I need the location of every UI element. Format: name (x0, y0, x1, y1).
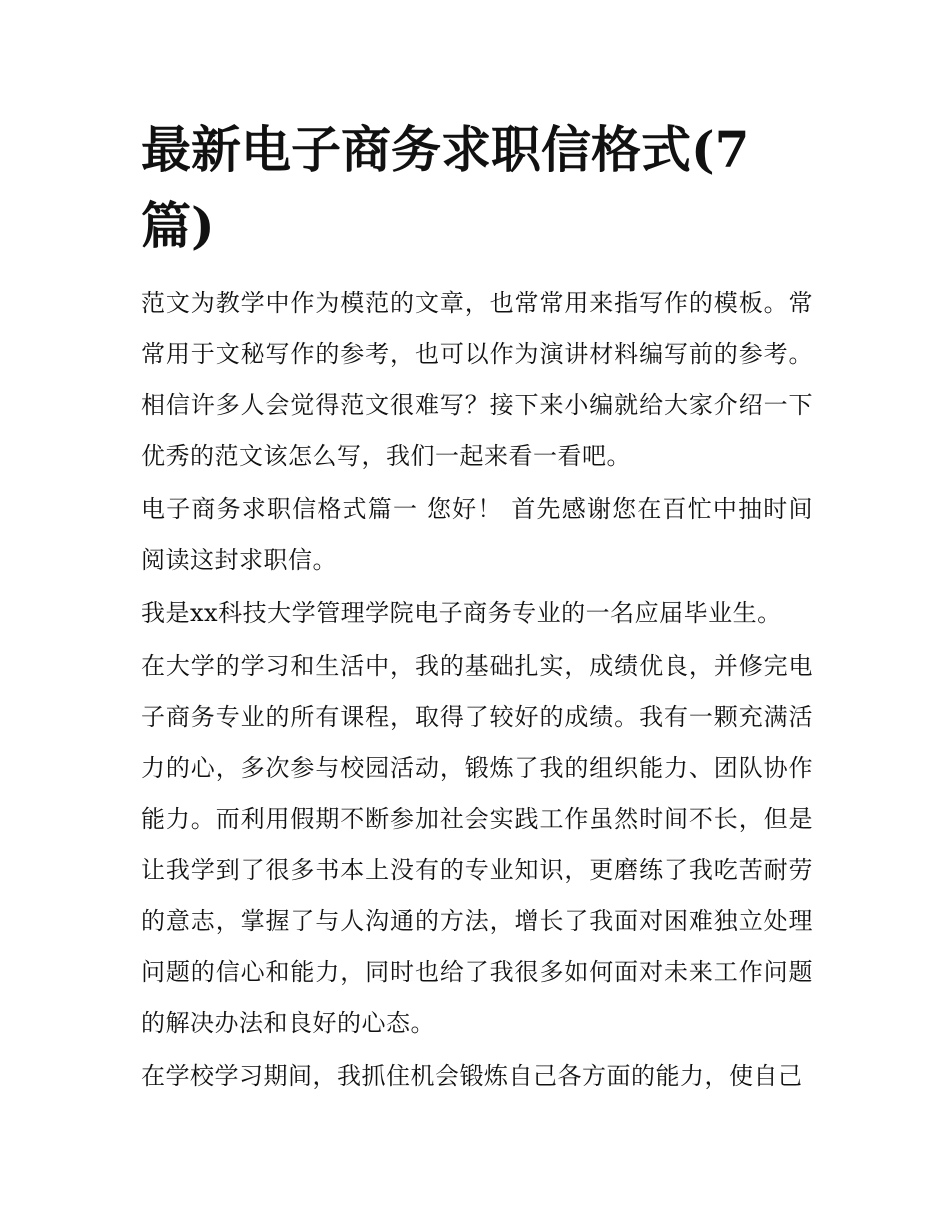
paragraph-university-life: 在大学的学习和生活中，我的基础扎实，成绩优良，并修完电子商务专业的所有课程，取得了较好的成绩。我有一颗充满活力的心，多次参与校园活动，锻炼了我的组织能力、团队协作能力。而利用假期不断参加社会实践工作虽然时间不长，但是让我学到了很多书本上没有的专业知识，更磨练了我吃苦耐劳的意志，掌握了与人沟通的方法，增长了我面对困难独立处理问题的信心和能力，同时也给了我很多如何面对未来工作问题的解决办法和良好的心态。 (141, 652, 813, 1037)
paragraph-intro: 范文为教学中作为模范的文章，也常常用来指写作的模板。常常用于文秘写作的参考，也可以作为演讲材料编写前的参考。相信许多人会觉得范文很难写？接下来小编就给大家介绍一下优秀的范文该怎么写，我们一起来看一看吧。 (141, 289, 813, 470)
paragraph-self-intro: 我是xx科技大学管理学院电子商务专业的一名应届毕业生。 (141, 599, 782, 627)
document-title: 最新电子商务求职信格式(7篇) (141, 120, 750, 255)
paragraph-greeting: 电子商务求职信格式篇一 您好！ 首先感谢您在百忙中抽时间阅读这封求职信。 (141, 495, 813, 574)
paragraph-school-study: 在学校学习期间，我抓住机会锻炼自己各方面的能力，使自己 (141, 1062, 803, 1090)
document-body (141, 278, 813, 1104)
